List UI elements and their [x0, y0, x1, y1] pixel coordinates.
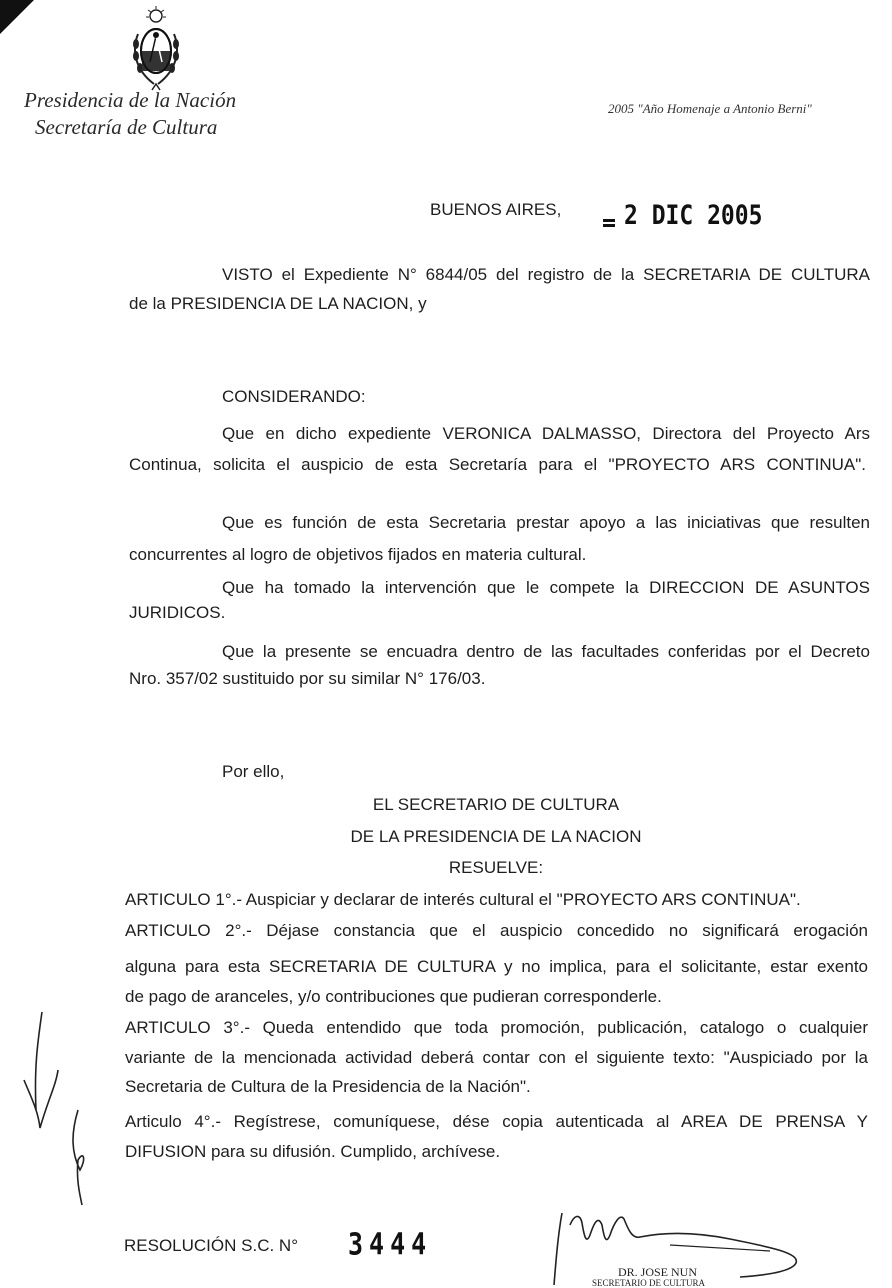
- considerando-p4-line-2: Nro. 357/02 sustituido por su similar N° 176/03.: [129, 669, 486, 688]
- considerando-p1-line-2: Continua, solicita el auspicio de esta Secretaría para el "PROYECTO ARS CONTINUA".: [129, 455, 866, 474]
- resolution-label: RESOLUCIÓN S.C. N°: [124, 1236, 298, 1255]
- corner-mark: [0, 0, 34, 34]
- considerando-p3-line-1: Que ha tomado la intervención que le compete la DIRECCION DE ASUNTOS: [222, 578, 870, 597]
- considerando-p4-line-1: Que la presente se encuadra dentro de las facultades conferidas por el Decreto: [222, 642, 870, 661]
- authority-line-1: EL SECRETARIO DE CULTURA: [372, 795, 620, 814]
- article-4-line-2: DIFUSION para su difusión. Cumplido, archívese.: [125, 1142, 501, 1161]
- visto-line-1: VISTO el Expediente N° 6844/05 del registro de la SECRETARIA DE CULTURA: [222, 265, 870, 284]
- signatory-name: DR. JOSE NUN: [618, 1265, 698, 1279]
- date-stamp-mark-icon: [603, 218, 617, 228]
- article-1: ARTICULO 1°.- Auspiciar y declarar de interés cultural el "PROYECTO ARS CONTINUA".: [125, 890, 801, 909]
- year-motto: 2005 "Año Homenaje a Antonio Berni": [608, 101, 812, 116]
- letterhead-secretariat: Secretaría de Cultura: [35, 115, 218, 139]
- considerando-heading: CONSIDERANDO:: [222, 387, 366, 406]
- authority-resuelve: RESUELVE:: [448, 858, 544, 877]
- article-2-line-2: alguna para esta SECRETARIA DE CULTURA y no implica, para el solicitante, estar exento: [125, 957, 868, 976]
- resolution-number: 3444: [348, 1227, 433, 1262]
- date-city: BUENOS AIRES,: [430, 200, 562, 219]
- article-4-line-1: Articulo 4°.- Regístrese, comuníquese, dése copia autenticada al AREA DE PRENSA Y: [125, 1112, 868, 1131]
- letterhead-presidency: Presidencia de la Nación: [24, 88, 237, 112]
- signatory-title: SECRETARIO DE CULTURA: [592, 1278, 705, 1288]
- date-stamp: 2 DIC 2005: [624, 201, 763, 231]
- article-3-line-3: Secretaria de Cultura de la Presidencia de la Nación".: [125, 1077, 531, 1096]
- visto-line-2: de la PRESIDENCIA DE LA NACION, y: [129, 294, 427, 313]
- article-2-line-1: ARTICULO 2°.- Déjase constancia que el auspicio concedido no significará erogación: [125, 921, 868, 940]
- considerando-p2-line-2: concurrentes al logro de objetivos fijados en materia cultural.: [129, 545, 587, 564]
- article-2-line-3: de pago de aranceles, y/o contribuciones que pudieran corresponderle.: [125, 987, 662, 1006]
- coat-of-arms-icon: [126, 4, 186, 92]
- article-3-line-2: variante de la mencionada actividad deberá contar con el siguiente texto: "Auspiciado por la: [125, 1048, 868, 1067]
- article-3-line-1: ARTICULO 3°.- Queda entendido que toda promoción, publicación, catalogo o cualquier: [125, 1018, 868, 1037]
- considerando-p3-line-2: JURIDICOS.: [129, 603, 226, 622]
- margin-initials-icon: [20, 1010, 100, 1210]
- considerando-p1-line-1: Que en dicho expediente VERONICA DALMASSO, Directora del Proyecto Ars: [222, 424, 870, 443]
- authority-line-2: DE LA PRESIDENCIA DE LA NACION: [350, 827, 642, 846]
- considerando-p2-line-1: Que es función de esta Secretaria prestar apoyo a las iniciativas que resulten: [222, 513, 870, 532]
- por-ello: Por ello,: [222, 762, 285, 781]
